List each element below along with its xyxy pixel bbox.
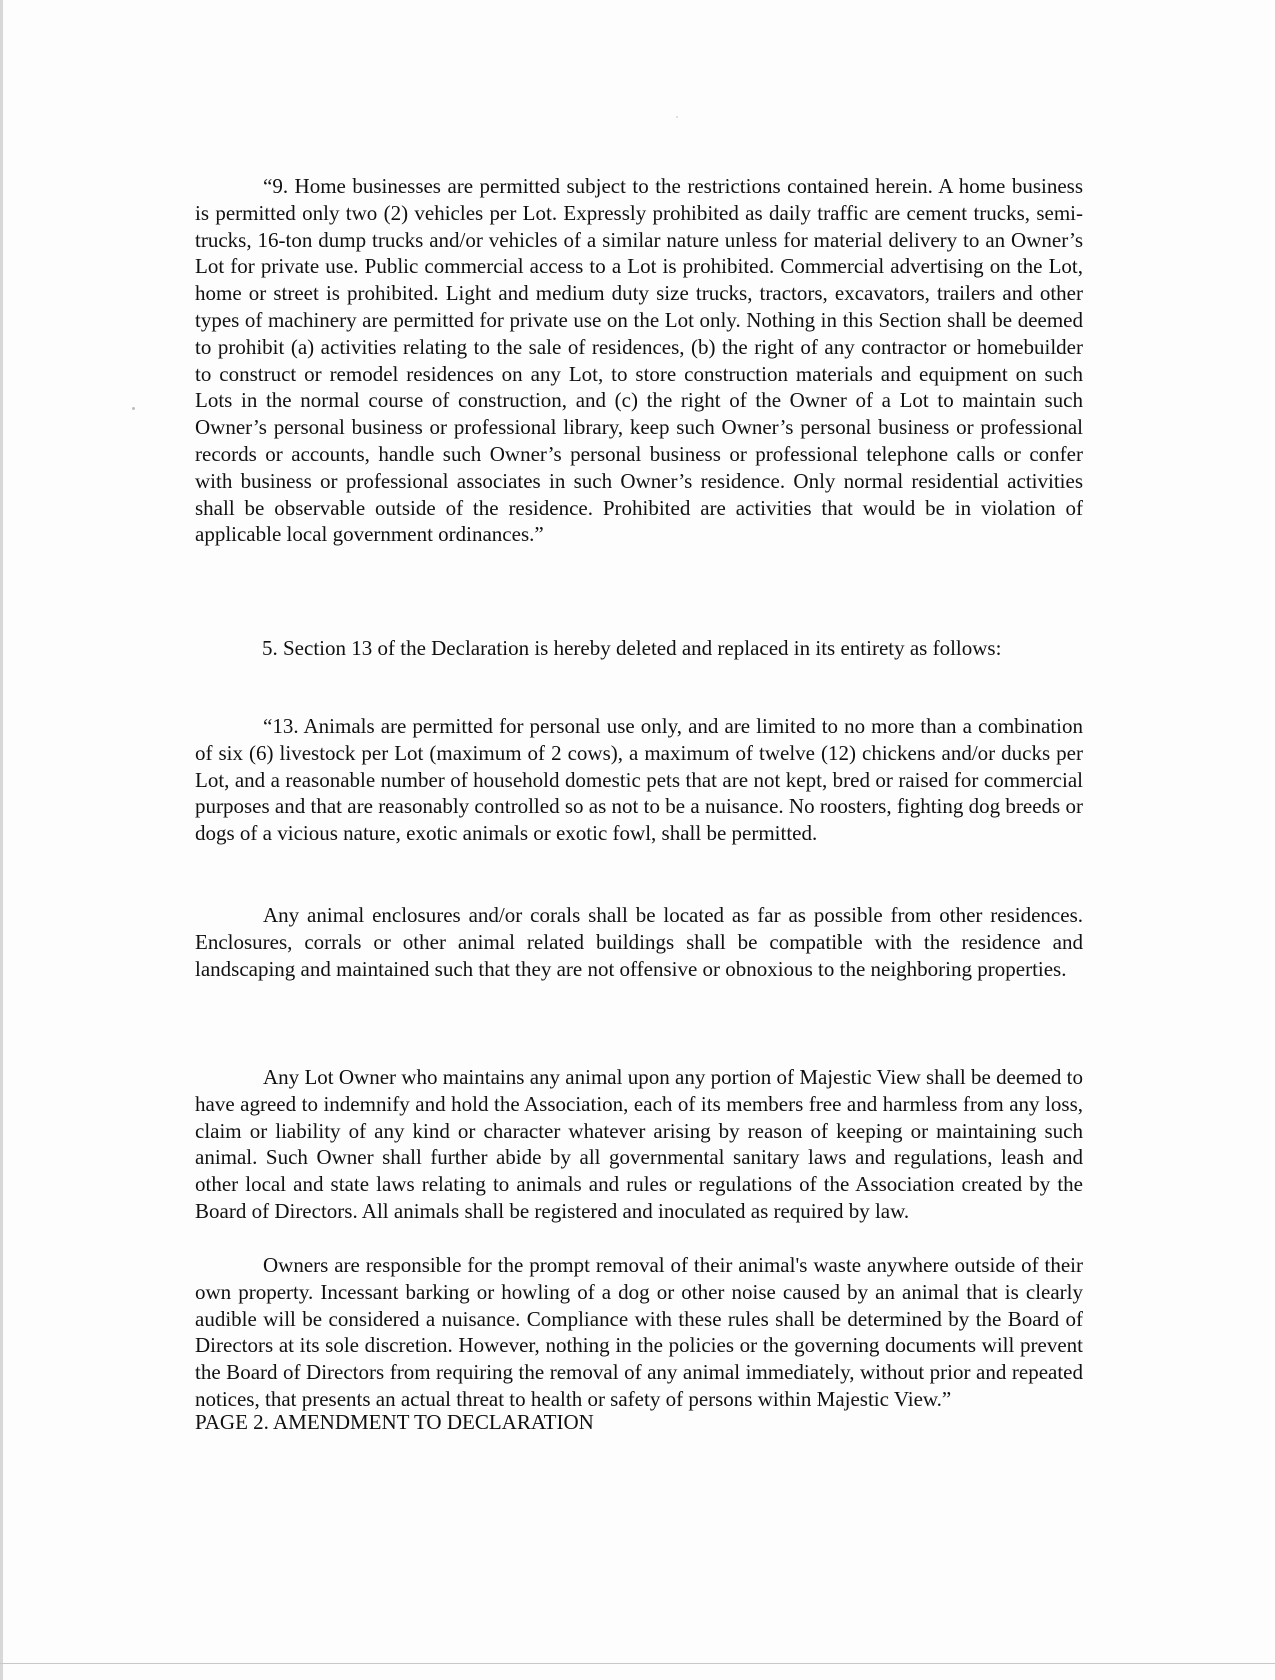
scan-bottom-edge (0, 1663, 1275, 1664)
paragraph-section-13: “13. Animals are permitted for personal use only, and are limited to no more than a combination of six (6) livestock per Lot (maximum of 2 cows), a maximum of twelve (12) chickens and/or ducks per Lot, and a reasonable number of household domestic pets that are not kept, bred or raised for commercial purposes and that are reasonably controlled so as not to be a nuisance. No roosters, fighting dog breeds or dogs of a vicious nature, exotic animals or exotic fowl, shall be permitted. (195, 714, 1083, 846)
paragraph-animal-enclosures: Any animal enclosures and/or corals shall be located as far as possible from other residences. Enclosures, corrals or other animal related buildings shall be compatible with the residence and landscaping and maintained such that they are not offensive or obnoxious to the neighboring properties. (195, 903, 1083, 981)
paragraph-item-5: 5. Section 13 of the Declaration is hereby deleted and replaced in its entirety as follows: (262, 636, 1002, 660)
scan-speck (132, 407, 135, 410)
page-footer: PAGE 2. AMENDMENT TO DECLARATION (195, 1410, 594, 1434)
scan-speck (676, 116, 678, 118)
paragraph-section-9: “9. Home businesses are permitted subject to the restrictions contained herein. A home business is permitted only two (2) vehicles per Lot. Expressly prohibited as daily traffic are cement trucks, semi-trucks, 16-ton dump trucks and/or vehicles of a similar nature unless for material delivery to an Owner’s Lot for private use. Public commercial access to a Lot is prohibited. Commercial advertising on the Lot, home or street is prohibited. Light and medium duty size trucks, tractors, excavators, trailers and other types of machinery are permitted for private use on the Lot only. Nothing in this Section shall be deemed to prohibit (a) activities relating to the sale of residences, (b) the right of any contractor or homebuilder to construct or remodel residences on any Lot, to store construction materials and equipment on such Lots in the normal course of construction, and (c) the right of the Owner of a Lot to maintain such Owner’s personal business or professional library, keep such Owner’s personal business or professional records or accounts, handle such Owner’s personal business or professional telephone calls or confer with business or professional associates in such Owner’s residence. Only normal residential activities shall be observable outside of the residence. Prohibited are activities that would be in violation of applicable local government ordinances.” (195, 174, 1083, 547)
scan-left-edge (0, 0, 3, 1680)
paragraph-owner-indemnity: Any Lot Owner who maintains any animal upon any portion of Majestic View shall be deemed to have agreed to indemnify and hold the Association, each of its members free and harmless from any loss, claim or liability of any kind or character whatever arising by reason of keeping or maintaining such animal. Such Owner shall further abide by all governmental sanitary laws and regulations, leash and other local and state laws relating to animals and rules or regulations of the Association created by the Board of Directors. All animals shall be registered and inoculated as required by law. (195, 1065, 1083, 1223)
paragraph-animal-waste: Owners are responsible for the prompt removal of their animal's waste anywhere outside of their own property. Incessant barking or howling of a dog or other noise caused by an animal that is clearly audible will be considered a nuisance. Compliance with these rules shall be determined by the Board of Directors at its sole discretion. However, nothing in the policies or the governing documents will prevent the Board of Directors from requiring the removal of any animal immediately, without prior and repeated notices, that presents an actual threat to health or safety of persons within Majestic View.” (195, 1253, 1083, 1411)
